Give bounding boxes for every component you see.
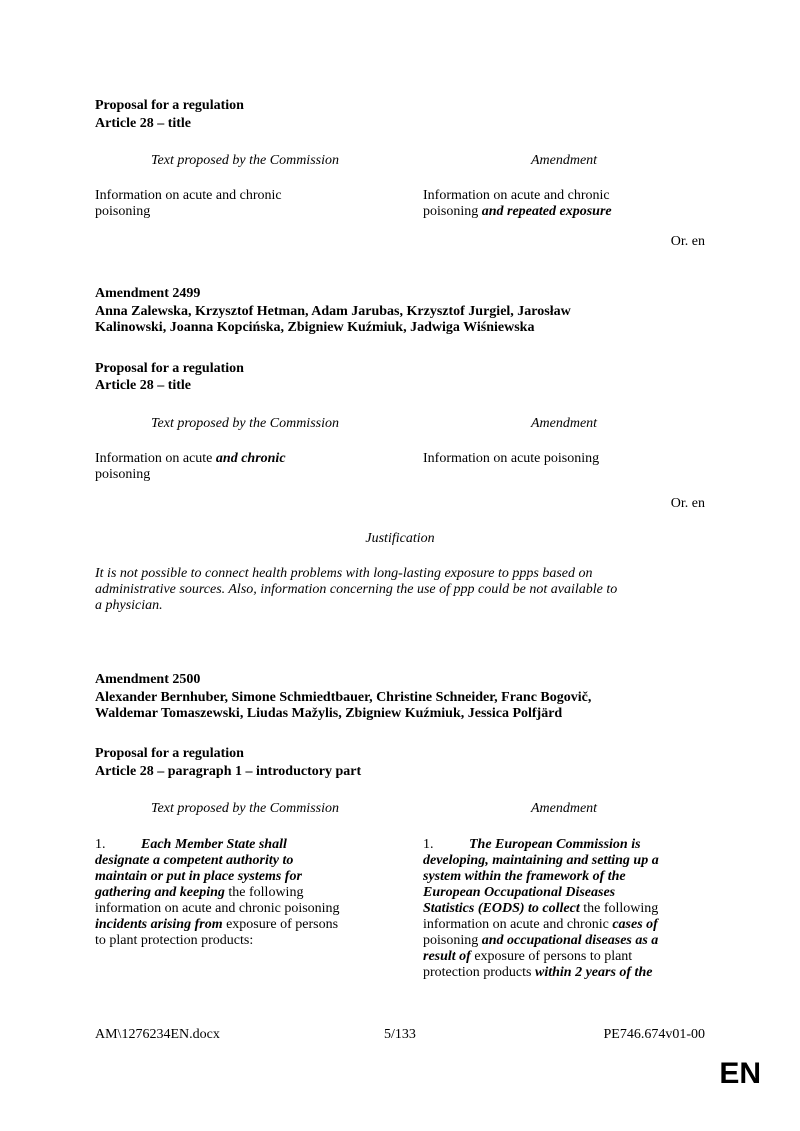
amended-text: and occupational diseases as a (481, 933, 659, 948)
text-line (95, 885, 395, 901)
language-mark: EN (719, 1057, 761, 1090)
deleted-text: maintain or put in place systems for (95, 869, 302, 884)
text-line (423, 933, 723, 949)
text-run: protection products (423, 965, 535, 980)
amendment-column-header: Amendment (530, 153, 598, 168)
text-run: poisoning (423, 933, 482, 948)
proposal-heading: Proposal for a regulation (95, 98, 244, 113)
amendment-column-header: Amendment (530, 801, 598, 816)
deleted-text: incidents arising from (95, 917, 223, 932)
text-line: poisoning (95, 204, 151, 219)
amended-text: result of (423, 949, 471, 964)
amended-text: cases of (612, 917, 658, 932)
amendment-text (423, 837, 723, 981)
amended-text: Statistics (EODS) to collect (423, 901, 580, 916)
footer-page-number: 5/133 (384, 1027, 416, 1042)
text-line: administrative sources. Also, information concerning the use of ppp could be not available to (95, 582, 618, 597)
article-heading: Article 28 – paragraph 1 – introductory part (95, 764, 362, 779)
amended-text: within 2 years of the (534, 965, 653, 980)
article-heading: Article 28 – title (95, 116, 192, 131)
text-run: the following (224, 885, 304, 900)
text-line (423, 965, 723, 981)
text-line (95, 837, 395, 853)
amended-text: system within the framework of the (423, 869, 626, 884)
amendment-column-header: Amendment (530, 416, 598, 431)
text-line: Information on acute and chronic (95, 188, 282, 203)
commission-column-header: Text proposed by the Commission (151, 153, 339, 168)
amendment-number: Amendment 2500 (95, 672, 201, 687)
amendment-text (423, 188, 723, 220)
deleted-text: Each Member State shall (141, 837, 287, 852)
paragraph-number: 1. (95, 837, 106, 852)
original-language: Or. en (670, 496, 705, 511)
text-line: Information on acute and chronic (423, 188, 610, 203)
text-line: Information on acute poisoning (423, 451, 600, 466)
text-run: exposure of persons (222, 917, 339, 932)
text-line (95, 917, 395, 933)
text-line (423, 901, 723, 917)
amended-text: The European Commission is (469, 837, 641, 852)
footer-document-reference: AM\1276234EN.docx (95, 1027, 220, 1042)
text-run: information on acute and chronic (423, 917, 613, 932)
text-line (423, 204, 723, 220)
text-line: poisoning (95, 467, 151, 482)
commission-text (95, 837, 395, 949)
proposal-heading: Proposal for a regulation (95, 746, 244, 761)
text-line: Waldemar Tomaszewski, Liudas Mažylis, Zbigniew Kuźmiuk, Jessica Polfjärd (95, 706, 563, 721)
commission-column-header: Text proposed by the Commission (151, 416, 339, 431)
commission-text (95, 188, 395, 220)
original-language: Or. en (670, 234, 705, 249)
amendment-authors (95, 304, 571, 336)
proposal-heading: Proposal for a regulation (95, 361, 244, 376)
amendment-text (423, 451, 723, 467)
text-run: exposure of persons to plant (470, 949, 633, 964)
amended-text: European Occupational Diseases (423, 885, 616, 900)
text-line: Kalinowski, Joanna Kopcińska, Zbigniew Kuźmiuk, Jadwiga Wiśniewska (95, 320, 535, 335)
text-line (423, 917, 723, 933)
paragraph-number: 1. (423, 837, 434, 852)
justification-text (95, 566, 715, 614)
deleted-text: and chronic (215, 451, 286, 466)
deleted-text: designate a competent authority to (95, 853, 294, 868)
text-line: Alexander Bernhuber, Simone Schmiedtbauer, Christine Schneider, Franc Bogovič, (95, 690, 592, 705)
text-line (95, 451, 395, 467)
text-line: to plant protection products: (95, 933, 254, 948)
text-run: poisoning (423, 204, 482, 219)
commission-text (95, 451, 395, 483)
article-heading: Article 28 – title (95, 378, 192, 393)
amendment-authors (95, 690, 591, 722)
text-run: the following (579, 901, 659, 916)
text-line: a physician. (95, 598, 163, 613)
text-run: Information on acute (95, 451, 216, 466)
amendment-number: Amendment 2499 (95, 286, 201, 301)
text-line: It is not possible to connect health problems with long-lasting exposure to ppps based on (95, 566, 593, 581)
deleted-text: gathering and keeping (95, 885, 225, 900)
footer-pe-reference: PE746.674v01-00 (603, 1027, 705, 1042)
text-line: information on acute and chronic poisoning (95, 901, 340, 916)
text-line: Anna Zalewska, Krzysztof Hetman, Adam Jarubas, Krzysztof Jurgiel, Jarosław (95, 304, 571, 319)
justification-title: Justification (365, 531, 435, 546)
amended-text: and repeated exposure (481, 204, 612, 219)
text-line (423, 949, 723, 965)
commission-column-header: Text proposed by the Commission (151, 801, 339, 816)
text-line (423, 837, 723, 853)
amended-text: developing, maintaining and setting up a (423, 853, 659, 868)
